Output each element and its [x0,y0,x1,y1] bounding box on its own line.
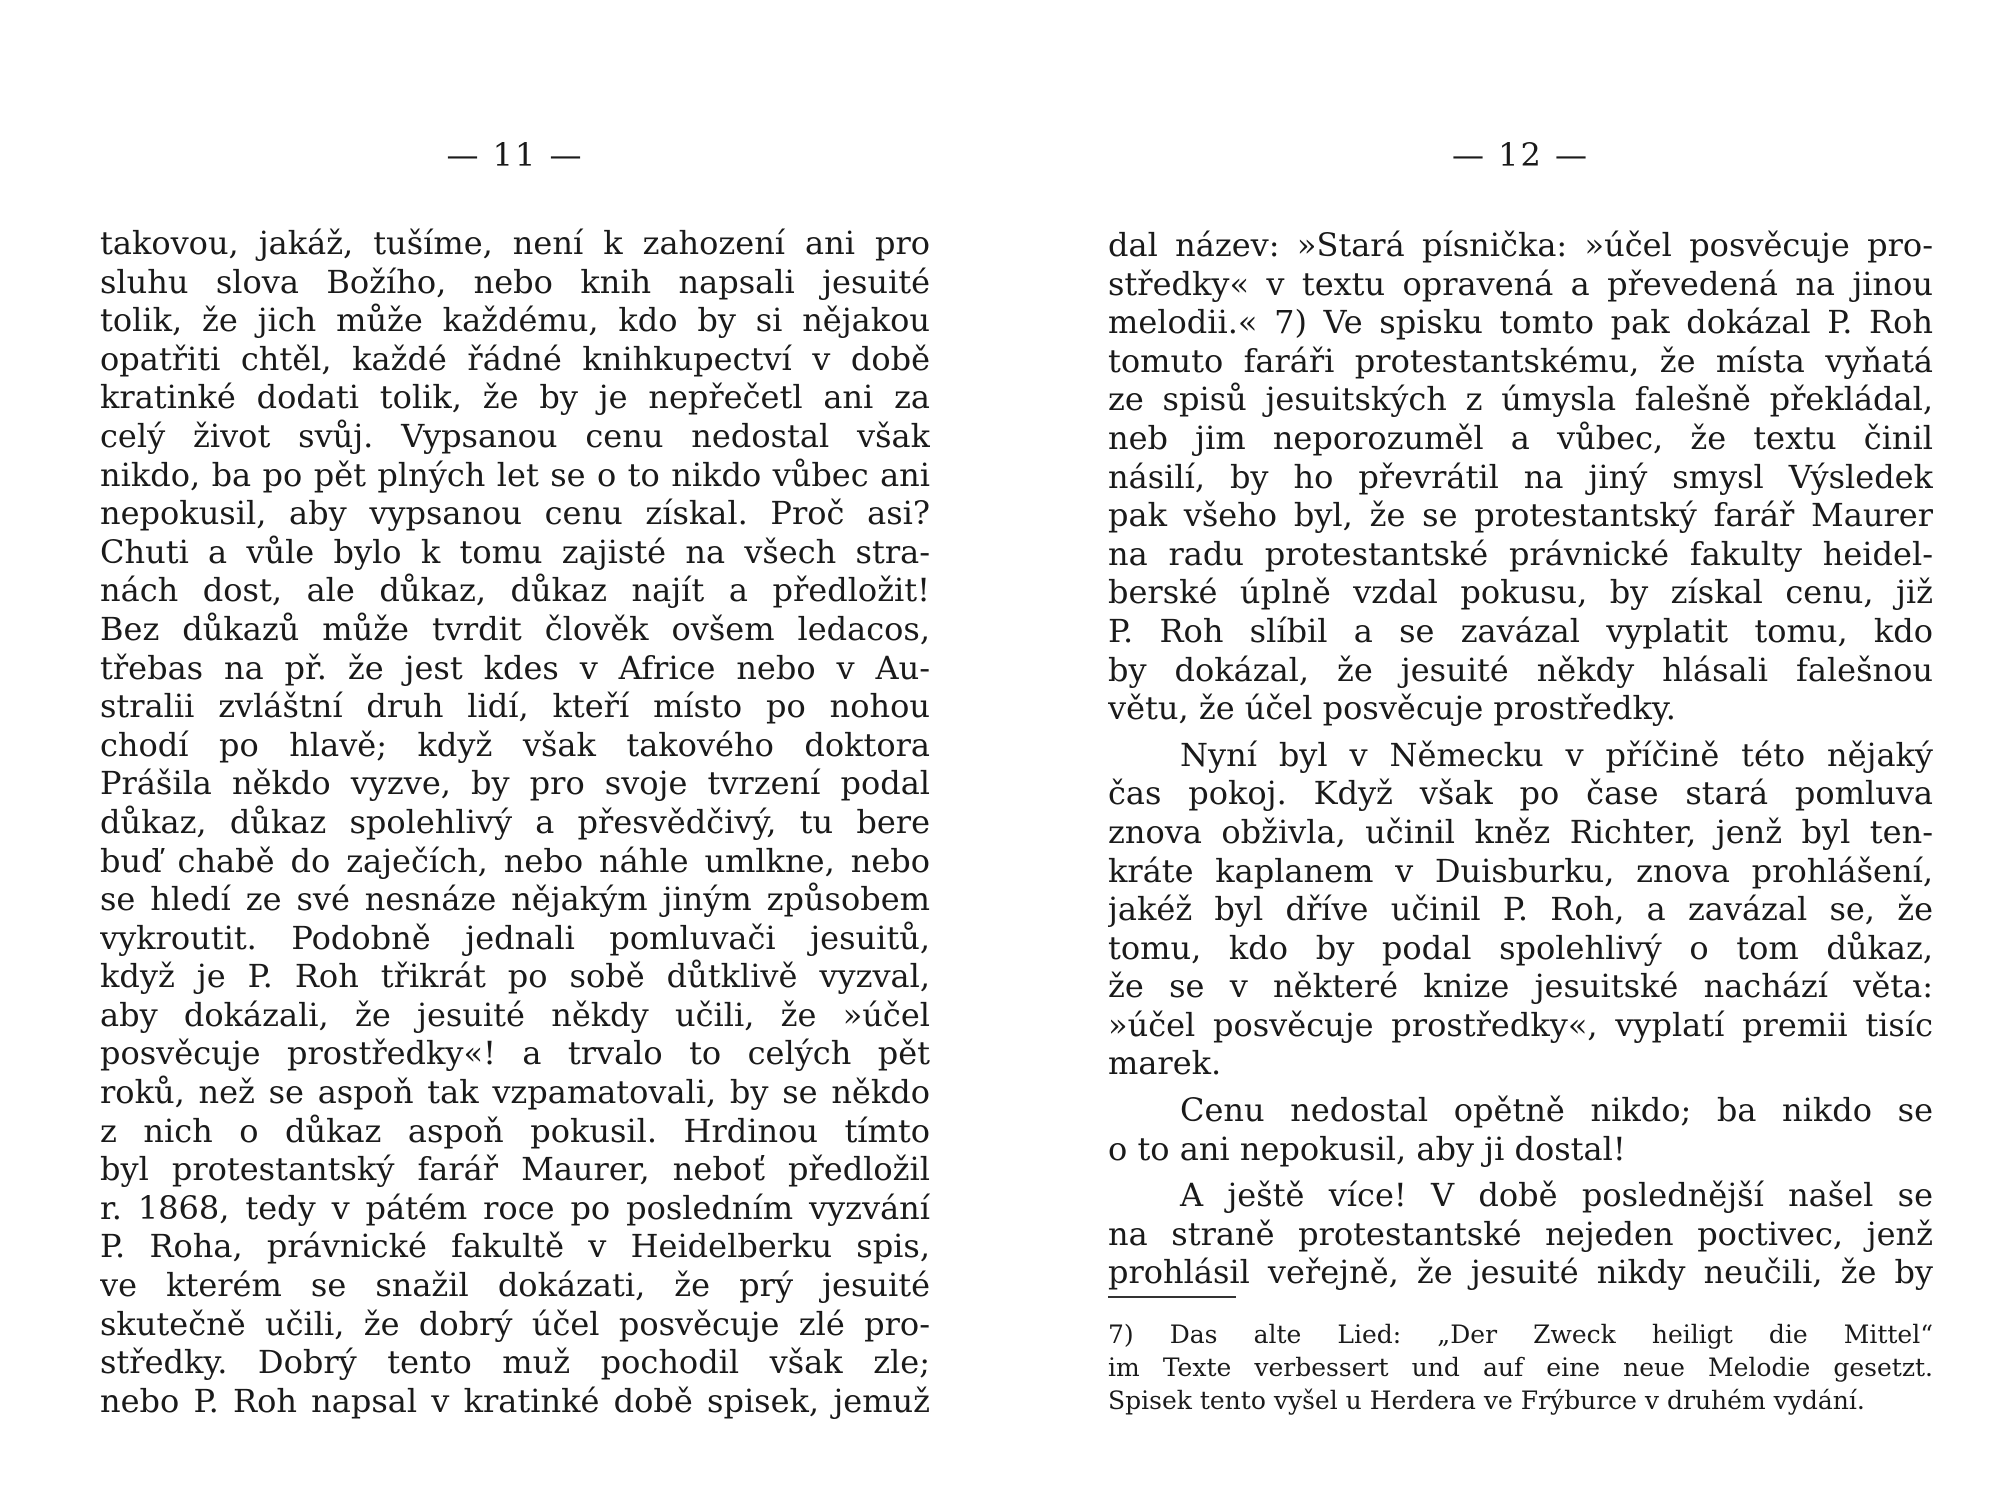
text-line: dal název: »Stará písnička: »účel posvěcuje pro- [1108,226,1933,264]
left-page-text [100,224,930,1420]
right-page-text [1108,226,1933,1292]
text-line: čas pokoj. Když však po čase stará pomluva [1108,774,1933,813]
text-line: aby dokázali, že jesuité někdy učili, že »účel [100,995,930,1034]
text-line: že se v některé knize jesuitské nachází věta: [1108,967,1933,1006]
page-number-right: — 12 — [1451,136,1590,174]
text-line: jakéž byl dříve učinil P. Roh, a zavázal se, že [1108,890,1933,929]
text-line: znova obživla, učinil kněz Richter, jenž byl ten- [1108,812,1933,851]
text-line: marek. [1108,1044,1222,1083]
text-line: kráte kaplanem v Duisburku, znova prohlášení, [1108,851,1933,890]
text-line: nebo P. Roh napsal v kratinké době spisek, jemuž [100,1381,930,1420]
text-line: Bez důkazů může tvrdit člověk ovšem ledacos, [100,609,930,648]
text-line: když je P. Roh třikrát po sobě důtklivě vyzval, [100,957,930,996]
text-line: celý život svůj. Vypsanou cenu nedostal však [100,416,930,455]
text-line: opatřiti chtěl, každé řádné knihkupectví v době [100,339,930,378]
text-line: A ještě více! V době poslednější našel se [1180,1176,1933,1215]
text-line: nepokusil, aby vypsanou cenu získal. Proč asi? [100,494,930,533]
text-line: tolik, že jich může každému, kdo by si nějakou [100,301,930,340]
text-line: na radu protestantské právnické fakulty heidel- [1108,534,1933,573]
text-line: sluhu slova Božího, nebo knih napsali jesuité [100,262,930,301]
text-line: by dokázal, že jesuité někdy hlásali falešnou [1108,650,1933,689]
text-line: chodí po hlavě; když však takového doktora [100,725,930,764]
footnote-line: 7) Das alte Lied: „Der Zweck heiligt die Mittel“ [1108,1320,1933,1349]
text-line: posvěcuje prostředky«! a trvalo to celých pět [100,1034,930,1073]
page-number-left: — 11 — [446,136,584,174]
text-line: o to ani nepokusil, aby ji dostal! [1108,1129,1626,1168]
text-line: roků, než se aspoň tak vzpamatovali, by se někdo [100,1073,930,1112]
text-line: vykroutit. Podobně jednali pomluvači jesuitů, [100,918,930,957]
text-line: kratinké dodati tolik, že by je nepřečetl ani za [100,378,930,417]
text-line: pak všeho byl, že se protestantský farář Maurer [1108,496,1933,535]
text-line: byl protestantský farář Maurer, neboť předložil [100,1150,930,1189]
footnote-line: Spisek tento vyšel u Herdera ve Frýburce v druhém vydání. [1108,1386,1865,1415]
paragraph-gap [1108,728,1933,736]
text-line: z nich o důkaz aspoň pokusil. Hrdinou tímto [100,1111,930,1150]
paragraph-gap [1108,1083,1933,1091]
text-line: na straně protestantské nejeden poctivec, jenž [1108,1214,1933,1253]
text-line: nikdo, ba po pět plných let se o to nikdo vůbec ani [100,455,930,494]
text-line: takovou, jakáž, tušíme, není k zahození ani pro [100,224,930,262]
footnote-line: im Texte verbessert und auf eine neue Melodie gesetzt. [1108,1353,1933,1382]
text-line: důkaz, důkaz spolehlivý a přesvědčivý, tu bere [100,802,930,841]
text-line: berské úplně vzdal pokusu, by získal cenu, již [1108,573,1933,612]
footnote-rule [1108,1296,1236,1298]
text-line: buď chabě do zaječích, nebo náhle umlkne, nebo [100,841,930,880]
text-line: Chuti a vůle bylo k tomu zajisté na všech stra- [100,532,930,571]
text-line: P. Roh slíbil a se zavázal vyplatit tomu, kdo [1108,611,1933,650]
text-line: Cenu nedostal opětně nikdo; ba nikdo se [1180,1091,1933,1130]
text-line: P. Roha, právnické fakultě v Heidelberku spis, [100,1227,930,1266]
text-line: skutečně učili, že dobrý účel posvěcuje zlé pro- [100,1304,930,1343]
text-line: r. 1868, tedy v pátém roce po posledním vyzvání [100,1188,930,1227]
text-line: tomuto faráři protestantskému, že místa vyňatá [1108,341,1933,380]
text-line: ze spisů jesuitských z úmysla falešně překládal, [1108,380,1933,419]
text-line: Nyní byl v Německu v příčině této nějaký [1180,735,1933,774]
text-line: třebas na př. že jest kdes v Africe nebo v Au- [100,648,930,687]
text-line: násilí, by ho převrátil na jiný smysl Výsledek [1108,457,1933,496]
text-line: větu, že účel posvěcuje prostředky. [1108,689,1676,728]
text-line: ve kterém se snažil dokázati, že prý jesuité [100,1266,930,1305]
text-line: středky« v textu opravená a převedená na jinou [1108,264,1933,303]
text-line: prohlásil veřejně, že jesuité nikdy neučili, že by [1108,1253,1933,1292]
text-line: melodii.« 7) Ve spisku tomto pak dokázal P. Roh [1108,303,1933,342]
text-line: Prášila někdo vyzve, by pro svoje tvrzení podal [100,764,930,803]
footnote [1108,1318,1933,1417]
text-line: středky. Dobrý tento muž pochodil však zle; [100,1343,930,1382]
text-line: se hledí ze své nesnáze nějakým jiným způsobem [100,880,930,919]
text-line: nách dost, ale důkaz, důkaz najít a předložit! [100,571,930,610]
text-line: stralii zvláštní druh lidí, kteří místo po nohou [100,687,930,726]
paragraph-gap [1108,1168,1933,1176]
text-line: neb jim neporozuměl a vůbec, že textu činil [1108,418,1933,457]
text-line: »účel posvěcuje prostředky«, vyplatí premii tisíc [1108,1005,1933,1044]
text-line: tomu, kdo by podal spolehlivý o tom důkaz, [1108,928,1933,967]
